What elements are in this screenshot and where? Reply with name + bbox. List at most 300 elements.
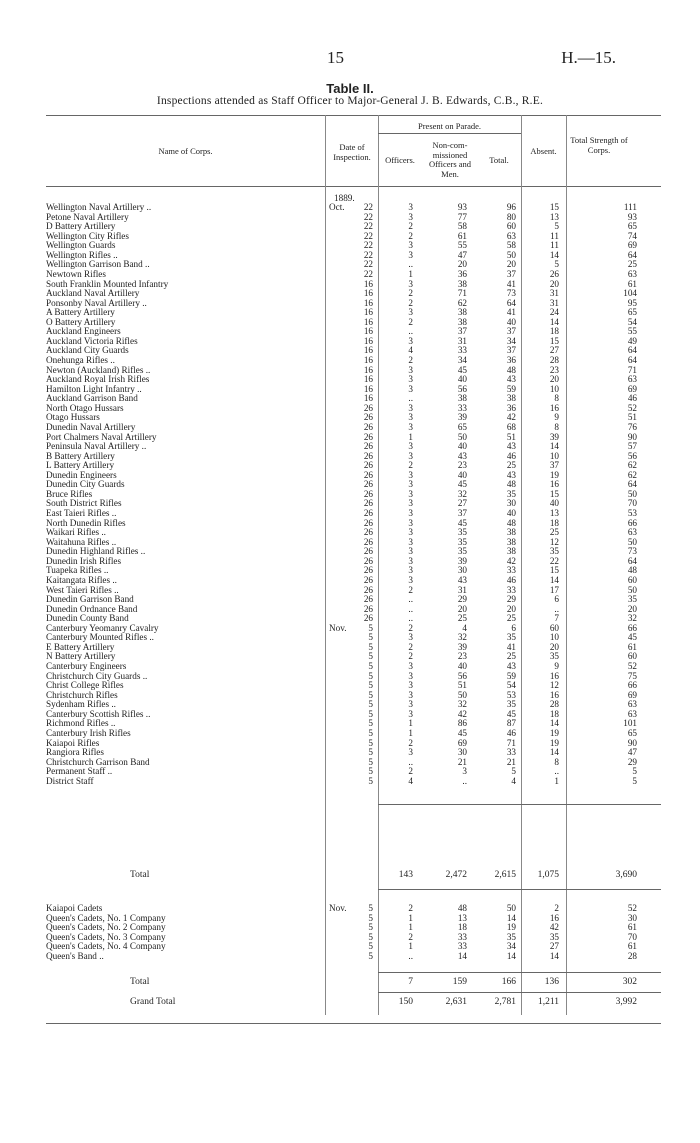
- inspection-day: 26: [363, 555, 373, 566]
- nco-count: 38: [457, 316, 467, 327]
- nco-count: 39: [457, 641, 467, 652]
- strength-total: 64: [627, 479, 637, 490]
- header-name-of-corps: Name of Corps.: [158, 146, 213, 156]
- absent-count: 6: [554, 594, 559, 605]
- officers-count: 3: [408, 278, 413, 289]
- absent-count: 28: [549, 355, 559, 365]
- absent-count: 16: [549, 479, 559, 490]
- inspection-day: 26: [363, 574, 373, 585]
- absent-count: 14: [549, 747, 559, 758]
- present-total: 25: [506, 613, 516, 624]
- grand-total-row: [0, 996, 700, 1008]
- strength-total: 56: [627, 450, 637, 461]
- inspection-day: 16: [363, 307, 373, 318]
- strength-total: 69: [627, 689, 637, 700]
- officers-count: 3: [408, 412, 413, 423]
- inspection-day: 16: [363, 316, 373, 327]
- officers-count: 2: [408, 460, 413, 471]
- absent-count: 16: [549, 670, 559, 681]
- present-total: 30: [506, 498, 516, 509]
- absent-count: 20: [549, 641, 559, 652]
- present-total: 41: [506, 641, 516, 652]
- officers-count: 4: [408, 775, 413, 786]
- corps-name: North Dunedin Rifles: [46, 517, 126, 528]
- nco-count: 32: [457, 632, 467, 643]
- corps-name: Auckland Naval Artillery: [46, 288, 140, 299]
- nco-count: 30: [457, 747, 467, 758]
- corps-name: Port Chalmers Naval Artillery: [46, 431, 157, 442]
- strength-total: 69: [627, 240, 637, 251]
- inspection-day: 22: [363, 259, 373, 270]
- officers-count: ..: [408, 603, 413, 614]
- absent-count: ..: [554, 766, 559, 777]
- corps-name: Richmond Rifles ..: [46, 718, 116, 729]
- nco-count: 31: [457, 335, 467, 346]
- corps-name: Newtown Rifles: [46, 268, 106, 279]
- corps-name: Auckland City Guards: [46, 345, 129, 356]
- strength-total: 20: [627, 603, 637, 614]
- inspection-day: 16: [363, 374, 373, 385]
- present-total: 50: [506, 903, 516, 913]
- corps-name: Canterbury Scottish Rifles ..: [46, 708, 151, 719]
- officers-count: ..: [408, 756, 413, 767]
- present-total: 43: [506, 374, 516, 385]
- absent-count: 5: [554, 221, 559, 232]
- inspection-day: 5: [368, 747, 373, 758]
- inspection-day: 22: [363, 211, 373, 222]
- strength-total: 47: [627, 747, 637, 758]
- corps-name: O Battery Artillery: [46, 316, 116, 327]
- present-total: 46: [506, 574, 516, 585]
- officers-count: 3: [408, 527, 413, 538]
- strength-total: 90: [627, 737, 637, 748]
- strength-total: 73: [627, 546, 637, 557]
- table-subtitle: Inspections attended as Staff Officer to Major-General J. B. Edwards, C.B., R.E.: [156, 95, 544, 107]
- nco-count: 45: [457, 517, 467, 528]
- strength-total: 63: [627, 268, 637, 279]
- inspection-day: 5: [368, 941, 373, 952]
- nco-count: 37: [457, 508, 467, 518]
- absent-count: 15: [549, 335, 559, 346]
- nco-count: 56: [457, 383, 467, 394]
- absent-count: 28: [549, 699, 559, 710]
- nco-count: 40: [457, 441, 467, 452]
- nco-count: 43: [457, 450, 467, 461]
- inspection-day: 26: [363, 536, 373, 547]
- absent-count: 1: [554, 775, 559, 786]
- officers-count: 1: [408, 718, 413, 729]
- strength-total: 63: [627, 374, 637, 385]
- officers-count: 2: [408, 903, 413, 913]
- corps-name: East Taieri Rifles ..: [46, 508, 117, 518]
- present-total: 40: [506, 316, 516, 327]
- absent-count: 18: [549, 326, 559, 337]
- officers-count: 3: [408, 536, 413, 547]
- strength-total: 70: [627, 498, 637, 509]
- nco-count: 40: [457, 374, 467, 385]
- total-label: Total: [130, 870, 150, 880]
- inspection-month: Nov.: [329, 903, 347, 913]
- present-total: 34: [506, 335, 516, 346]
- total-row: [0, 869, 700, 881]
- officers-count: 1: [408, 912, 413, 923]
- present-total: 43: [506, 469, 516, 480]
- corps-name: D Battery Artillery: [46, 221, 116, 232]
- inspection-day: 5: [368, 775, 373, 786]
- nco-count: 30: [457, 565, 467, 576]
- officers-count: 3: [408, 555, 413, 566]
- corps-name: Kaitangata Rifles ..: [46, 574, 117, 585]
- nco-count: 47: [457, 249, 467, 260]
- present-total: 43: [506, 661, 516, 671]
- absent-count: 12: [549, 680, 559, 691]
- absent-count: 13: [549, 211, 559, 222]
- strength-total: 101: [623, 718, 637, 729]
- officers-count: 3: [408, 546, 413, 557]
- nco-count: 21: [457, 756, 467, 767]
- corps-name: Auckland Engineers: [46, 326, 121, 337]
- inspection-day: 26: [363, 603, 373, 614]
- absent-count: 24: [549, 307, 559, 318]
- inspection-day: 22: [363, 249, 373, 260]
- present-total: 80: [506, 211, 516, 222]
- total-nco: 2,472: [445, 870, 467, 880]
- corps-name: Dunedin Irish Rifles: [46, 555, 122, 566]
- officers-count: 2: [408, 584, 413, 595]
- nco-count: 18: [457, 922, 467, 933]
- corps-name: Otago Hussars: [46, 412, 100, 423]
- present-total: 35: [506, 632, 516, 643]
- present-total: 59: [506, 670, 516, 681]
- inspection-day: 26: [363, 402, 373, 413]
- present-total: 48: [506, 364, 516, 375]
- nco-count: 14: [457, 950, 467, 961]
- grand-total-present: 2,781: [494, 997, 516, 1007]
- officers-count: 2: [408, 355, 413, 365]
- nco-count: 65: [457, 421, 467, 432]
- nco-count: 3: [462, 766, 467, 777]
- rule-grand-total-top: [378, 992, 661, 993]
- inspection-day: 22: [363, 221, 373, 232]
- nco-count: 45: [457, 364, 467, 375]
- strength-total: 52: [627, 661, 637, 671]
- strength-total: 93: [627, 211, 637, 222]
- present-total: 51: [506, 431, 516, 442]
- nco-count: 4: [462, 622, 467, 633]
- present-total: 71: [506, 737, 516, 748]
- present-total: 33: [506, 747, 516, 758]
- absent-count: 14: [549, 718, 559, 729]
- absent-count: 16: [549, 689, 559, 700]
- corps-name: West Taieri Rifles ..: [46, 584, 119, 595]
- corps-name: Christchurch Garrison Band: [46, 756, 150, 767]
- nco-count: 31: [457, 584, 467, 595]
- present-total: 35: [506, 488, 516, 499]
- rule-present-group: [378, 133, 521, 134]
- nco-count: 62: [457, 297, 467, 308]
- present-total: 40: [506, 508, 516, 518]
- strength-total: 46: [627, 393, 637, 404]
- officers-count: 3: [408, 402, 413, 413]
- cadet-rows: [0, 904, 700, 961]
- officers-count: 3: [408, 383, 413, 394]
- strength-total: 66: [627, 517, 637, 528]
- strength-total: 50: [627, 488, 637, 499]
- absent-count: 39: [549, 431, 559, 442]
- officers-count: 3: [408, 632, 413, 643]
- present-total: 73: [506, 288, 516, 299]
- present-total: 42: [506, 412, 516, 423]
- present-total: 60: [506, 221, 516, 232]
- absent-count: 27: [549, 941, 559, 952]
- present-total: 36: [506, 402, 516, 413]
- absent-count: 17: [549, 584, 559, 595]
- strength-total: 55: [627, 326, 637, 337]
- officers-count: 2: [408, 737, 413, 748]
- inspection-day: 26: [363, 565, 373, 576]
- strength-total: 45: [627, 632, 637, 643]
- nco-count: 61: [457, 230, 467, 241]
- corps-name: South District Rifles: [46, 498, 122, 509]
- present-total: 43: [506, 441, 516, 452]
- present-total: 35: [506, 931, 516, 942]
- corps-name: Dunedin Engineers: [46, 469, 117, 480]
- inspection-day: 5: [368, 651, 373, 662]
- officers-count: 2: [408, 931, 413, 942]
- present-total: 46: [506, 450, 516, 461]
- inspection-day: 26: [363, 469, 373, 480]
- nco-count: 38: [457, 393, 467, 404]
- header-absent: Absent.: [530, 146, 557, 156]
- rule-bottom: [46, 1023, 661, 1024]
- nco-count: 58: [457, 221, 467, 232]
- header-total-strength: Total Strength of Corps.: [570, 135, 628, 155]
- strength-total: 61: [627, 278, 637, 289]
- table-row: [0, 729, 700, 739]
- absent-count: 14: [549, 441, 559, 452]
- nco-count: 33: [457, 941, 467, 952]
- absent-count: 14: [549, 574, 559, 585]
- corps-name: Queen's Cadets, No. 1 Company: [46, 912, 166, 923]
- strength-total: 61: [627, 641, 637, 652]
- strength-total: 5: [632, 766, 637, 777]
- corps-name: Ponsonby Naval Artillery ..: [46, 297, 147, 308]
- corps-name: Dunedin Garrison Band: [46, 594, 134, 605]
- nco-count: 39: [457, 555, 467, 566]
- inspection-day: 26: [363, 441, 373, 452]
- strength-total: 66: [627, 622, 637, 633]
- corps-name: Onehunga Rifles ..: [46, 355, 115, 365]
- strength-total: 53: [627, 508, 637, 518]
- present-total: 42: [506, 555, 516, 566]
- officers-count: ..: [408, 259, 413, 270]
- present-total: 63: [506, 230, 516, 241]
- absent-count: 37: [549, 460, 559, 471]
- corps-name: Christchurch City Guards ..: [46, 670, 148, 681]
- officers-count: 3: [408, 249, 413, 260]
- table-row: [0, 739, 700, 749]
- corps-name: District Staff: [46, 775, 94, 786]
- inspection-day: 16: [363, 364, 373, 375]
- strength-total: 48: [627, 565, 637, 576]
- nco-count: 20: [457, 259, 467, 270]
- officers-count: 2: [408, 651, 413, 662]
- strength-total: 74: [627, 230, 637, 241]
- inspection-day: 5: [368, 718, 373, 729]
- strength-total: 64: [627, 555, 637, 566]
- present-total: 5: [511, 766, 516, 777]
- table-row: [0, 767, 700, 777]
- officers-count: ..: [408, 326, 413, 337]
- officers-count: 3: [408, 689, 413, 700]
- inspection-day: 5: [368, 632, 373, 643]
- corps-name: Kaiapoi Rifles: [46, 737, 100, 748]
- nco-count: ..: [462, 775, 467, 786]
- officers-count: 3: [408, 747, 413, 758]
- corps-name: Wellington Guards: [46, 240, 116, 251]
- absent-count: 2: [554, 903, 559, 913]
- nco-count: 45: [457, 479, 467, 490]
- cadet-total-present: 166: [501, 977, 516, 987]
- present-total: 38: [506, 527, 516, 538]
- strength-total: 52: [627, 402, 637, 413]
- table-row: [0, 942, 700, 952]
- absent-count: 35: [549, 651, 559, 662]
- strength-total: 63: [627, 708, 637, 719]
- corps-name: Auckland Garrison Band: [46, 393, 138, 404]
- absent-count: 15: [549, 565, 559, 576]
- present-total: 6: [511, 622, 516, 633]
- corps-name: Wellington Garrison Band ..: [46, 259, 150, 270]
- total-officers: 143: [398, 870, 413, 880]
- nco-count: 23: [457, 651, 467, 662]
- absent-count: 9: [554, 412, 559, 423]
- absent-count: ..: [554, 603, 559, 614]
- strength-total: 62: [627, 460, 637, 471]
- corps-name: Tuapeka Rifles ..: [46, 565, 109, 576]
- absent-count: 12: [549, 536, 559, 547]
- inspection-day: 5: [368, 931, 373, 942]
- strength-total: 57: [627, 441, 637, 452]
- absent-count: 7: [554, 613, 559, 624]
- absent-count: 40: [549, 498, 559, 509]
- strength-total: 60: [627, 651, 637, 662]
- nco-count: 42: [457, 708, 467, 719]
- inspection-day: 5: [368, 922, 373, 933]
- strength-total: 90: [627, 431, 637, 442]
- absent-count: 15: [549, 202, 559, 212]
- inspection-day: 22: [363, 240, 373, 251]
- absent-count: 22: [549, 555, 559, 566]
- absent-count: 14: [549, 950, 559, 961]
- document-reference: H.—15.: [561, 48, 616, 67]
- nco-count: 56: [457, 670, 467, 681]
- officers-count: 1: [408, 268, 413, 279]
- inspection-day: 26: [363, 431, 373, 442]
- absent-count: 16: [549, 402, 559, 413]
- corps-name: Dunedin Ordnance Band: [46, 603, 138, 614]
- inspection-day: 5: [368, 912, 373, 923]
- cadet-total-label: Total: [130, 977, 150, 987]
- officers-count: 3: [408, 202, 413, 212]
- inspection-day: 5: [368, 903, 373, 913]
- strength-total: 50: [627, 584, 637, 595]
- absent-count: 19: [549, 727, 559, 738]
- strength-total: 49: [627, 335, 637, 346]
- officers-count: 3: [408, 479, 413, 490]
- inspection-day: 5: [368, 622, 373, 633]
- strength-total: 65: [627, 727, 637, 738]
- strength-total: 64: [627, 345, 637, 356]
- officers-count: 3: [408, 517, 413, 528]
- corps-name: Wellington City Rifles: [46, 230, 129, 241]
- inspection-day: 5: [368, 699, 373, 710]
- corps-name: Permanent Staff ..: [46, 766, 113, 777]
- present-total: 96: [506, 202, 516, 212]
- nco-count: 27: [457, 498, 467, 509]
- absent-count: 8: [554, 421, 559, 432]
- corps-name: B Battery Artillery: [46, 450, 115, 461]
- nco-count: 48: [457, 903, 467, 913]
- absent-count: 19: [549, 737, 559, 748]
- corps-name: Christ College Rifles: [46, 680, 124, 691]
- strength-total: 29: [627, 756, 637, 767]
- inspection-day: 16: [363, 288, 373, 299]
- officers-count: 3: [408, 441, 413, 452]
- corps-name: Queen's Band ..: [46, 950, 104, 961]
- corps-name: Dunedin Naval Artillery: [46, 421, 136, 432]
- absent-count: 18: [549, 517, 559, 528]
- year-label: 1889.: [334, 193, 355, 203]
- corps-name: Queen's Cadets, No. 3 Company: [46, 931, 166, 942]
- strength-total: 50: [627, 536, 637, 547]
- inspection-day: 16: [363, 393, 373, 404]
- strength-total: 75: [627, 670, 637, 681]
- absent-count: 20: [549, 278, 559, 289]
- absent-count: 11: [550, 230, 559, 241]
- total-present: 2,615: [494, 870, 516, 880]
- nco-count: 39: [457, 412, 467, 423]
- nco-count: 50: [457, 431, 467, 442]
- nco-count: 38: [457, 278, 467, 289]
- corps-name: Queen's Cadets, No. 2 Company: [46, 922, 166, 933]
- present-total: 48: [506, 479, 516, 490]
- present-total: 37: [506, 268, 516, 279]
- nco-count: 33: [457, 931, 467, 942]
- inspection-month: Nov.: [329, 622, 347, 633]
- header-date-of-inspection: Date of Inspection.: [333, 142, 371, 162]
- absent-count: 26: [549, 268, 559, 279]
- inspection-day: 5: [368, 727, 373, 738]
- inspection-day: 16: [363, 383, 373, 394]
- nco-count: 86: [457, 718, 467, 729]
- corps-name: Dunedin City Guards: [46, 479, 125, 490]
- inspection-day: 26: [363, 594, 373, 605]
- present-total: 38: [506, 393, 516, 404]
- strength-total: 28: [627, 950, 637, 961]
- corps-name: Canterbury Yeomanry Cavalry: [46, 622, 159, 633]
- header-officers: Officers.: [385, 155, 415, 165]
- cadet-total-strength: 302: [622, 977, 637, 987]
- nco-count: 55: [457, 240, 467, 251]
- nco-count: 20: [457, 603, 467, 614]
- nco-count: 36: [457, 268, 467, 279]
- officers-count: 3: [408, 508, 413, 518]
- present-total: 35: [506, 699, 516, 710]
- corps-name: Peninsula Naval Artillery ..: [46, 441, 147, 452]
- corps-name: Christchurch Rifles: [46, 689, 118, 700]
- officers-count: 3: [408, 680, 413, 691]
